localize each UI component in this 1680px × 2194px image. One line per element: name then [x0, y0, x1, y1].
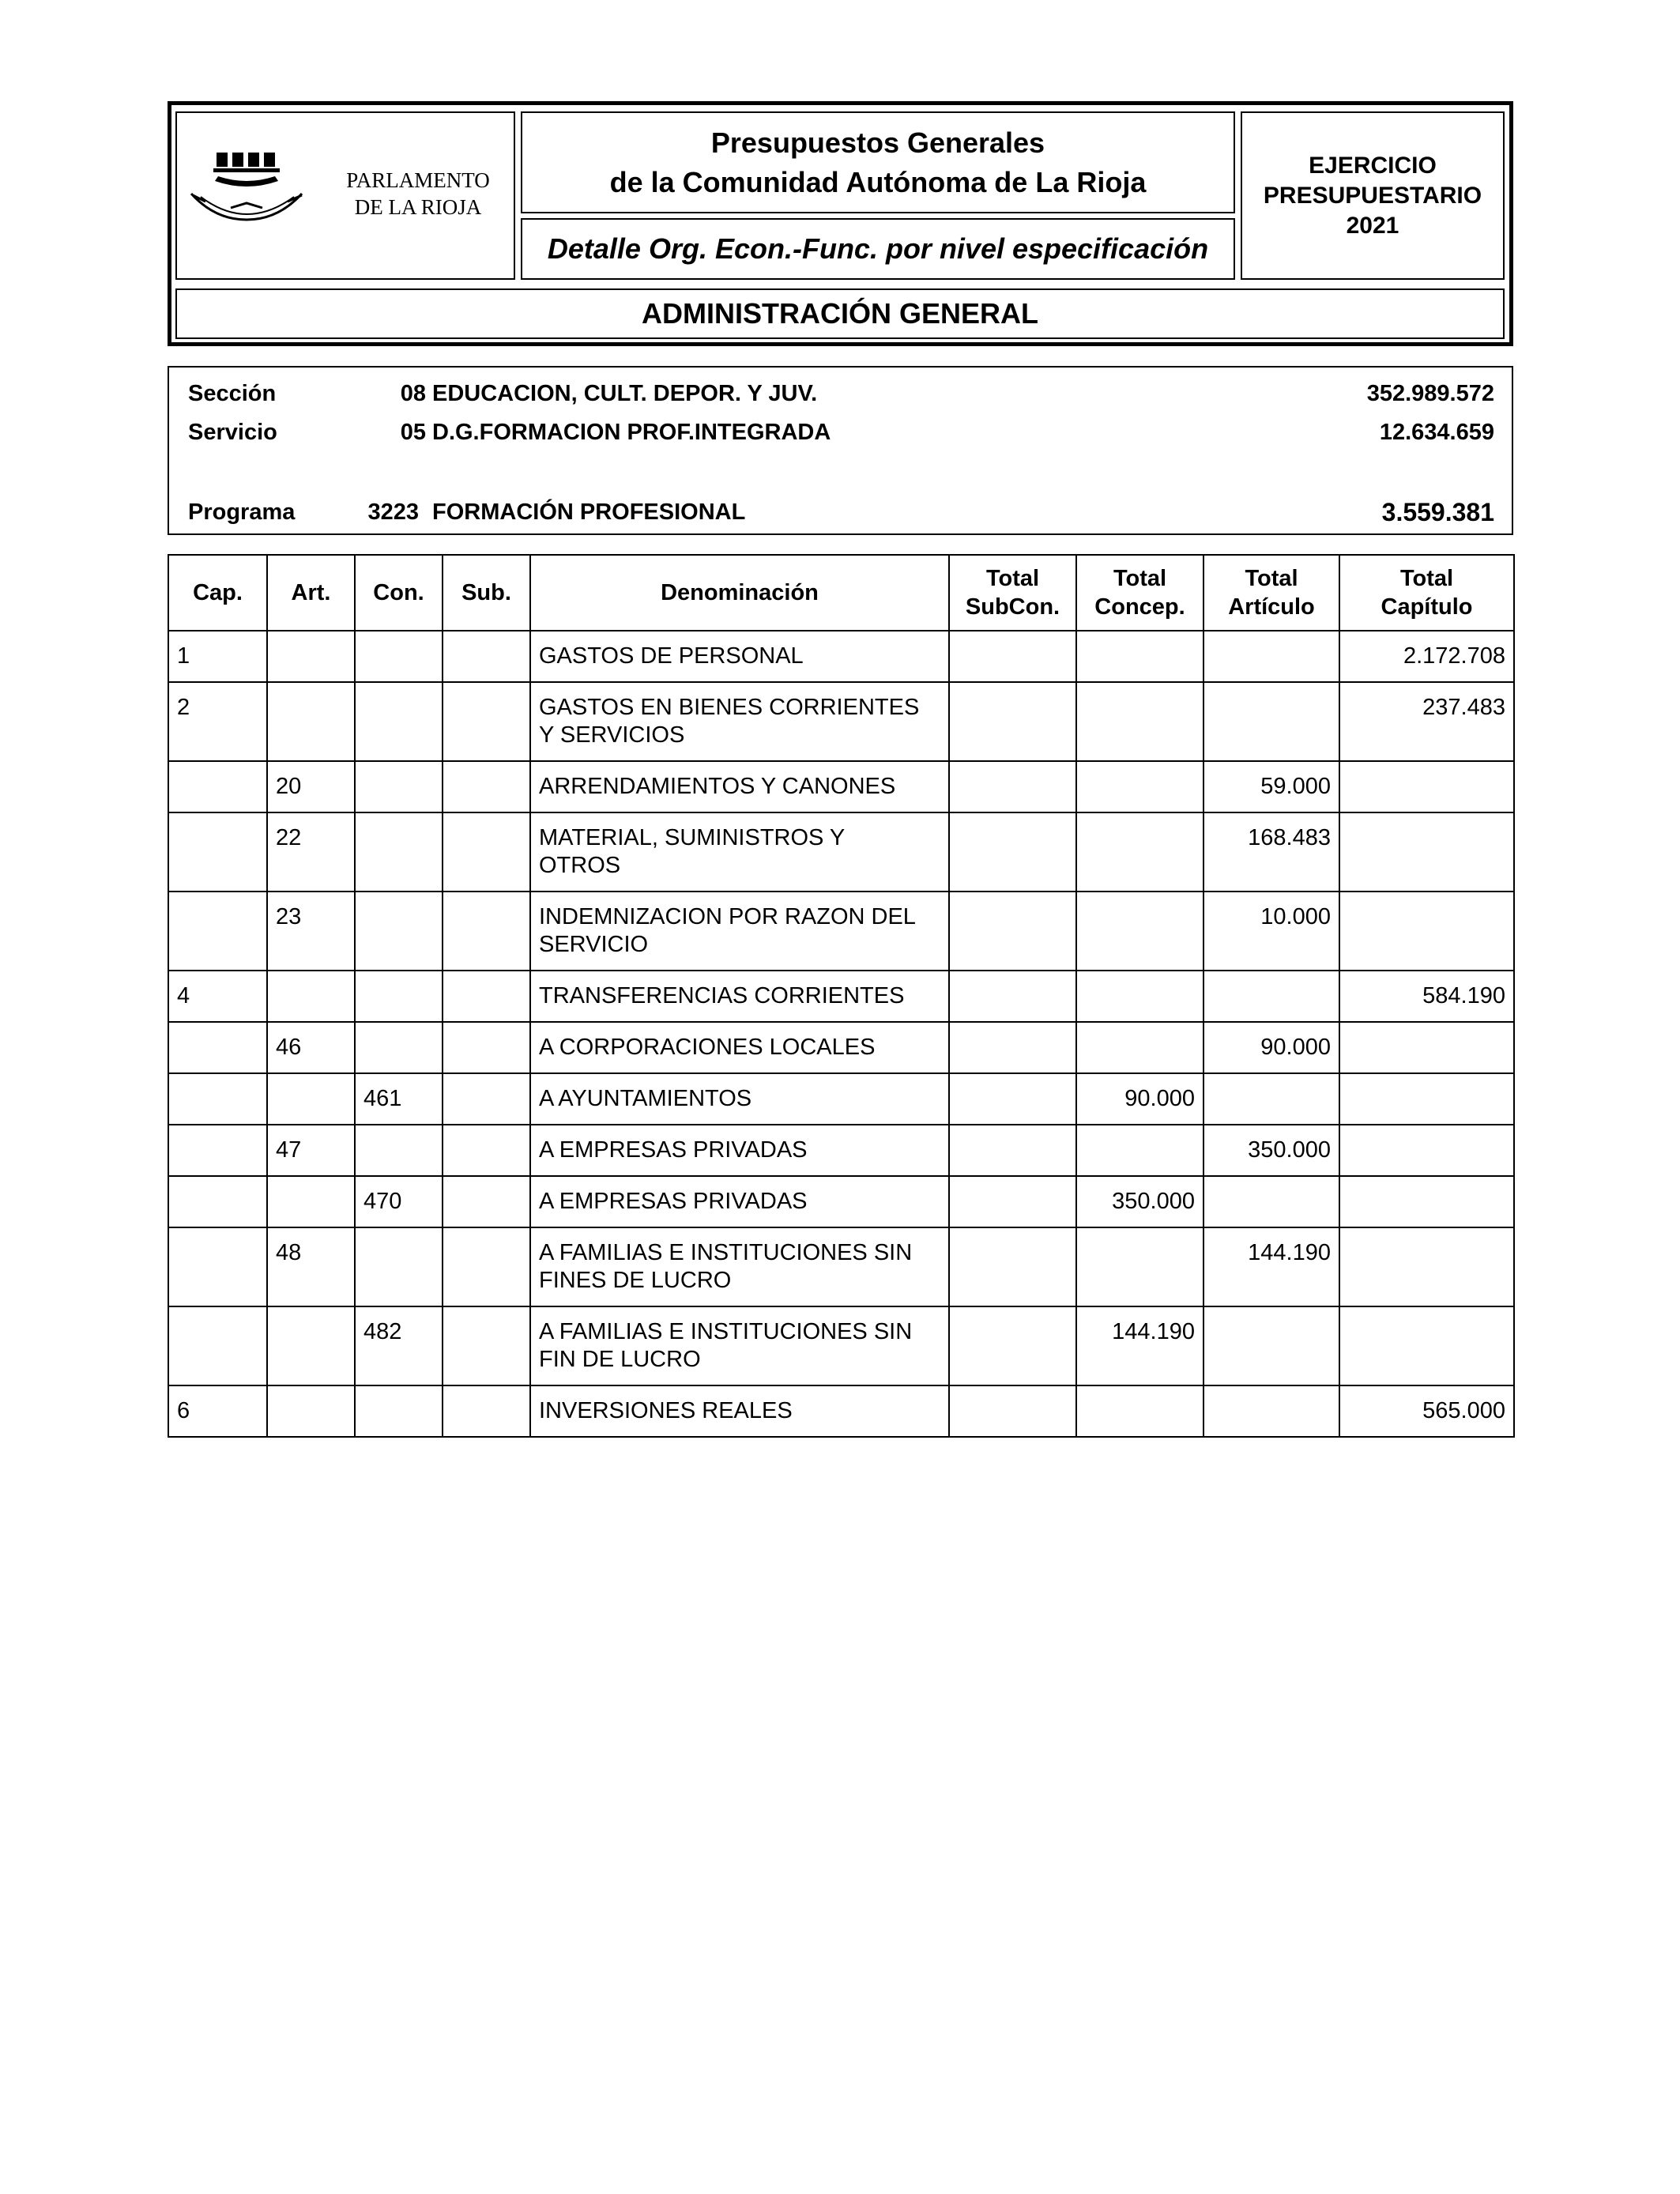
cell-art: [267, 1073, 355, 1125]
cell-subcon: [949, 1073, 1076, 1125]
cell-capitulo: [1339, 812, 1514, 892]
cell-den: [530, 1176, 949, 1227]
col-header-cap: Cap.: [168, 555, 267, 631]
denominacion-line: INVERSIONES REALES: [539, 1398, 793, 1423]
table-row: [168, 1176, 1514, 1227]
cell-capitulo: [1339, 1073, 1514, 1125]
cell-den: [530, 812, 949, 892]
cell-con: 470: [355, 1176, 443, 1227]
col-header-con: Con.: [355, 555, 443, 631]
cell-den: [530, 1022, 949, 1073]
col-header-total-capitulo: [1339, 555, 1514, 631]
seccion-code: 08: [400, 381, 426, 406]
cell-capitulo: 565.000: [1339, 1385, 1514, 1437]
cell-cap: [168, 812, 267, 892]
programa-label: Programa: [188, 499, 296, 525]
cell-sub: [443, 1125, 530, 1176]
cell-subcon: [949, 761, 1076, 812]
table-row: [168, 1022, 1514, 1073]
cell-articulo: [1203, 1306, 1339, 1385]
denominacion-line: A FAMILIAS E INSTITUCIONES SIN: [539, 1319, 913, 1344]
denominacion-line: FINES DE LUCRO: [539, 1268, 732, 1293]
cell-art: 22: [267, 812, 355, 892]
logo-line-1: PARLAMENTO: [346, 168, 490, 192]
cell-con: [355, 812, 443, 892]
cell-concep: 350.000: [1076, 1176, 1203, 1227]
cell-sub: [443, 971, 530, 1022]
ejercicio-line-2: PRESUPUESTARIO: [1263, 182, 1482, 209]
cell-concep: [1076, 761, 1203, 812]
programa-code: 3223: [367, 499, 419, 525]
denominacion-line: A AYUNTAMIENTOS: [539, 1086, 752, 1111]
cell-art: [267, 1385, 355, 1437]
servicio-amount: 12.634.659: [1379, 420, 1494, 445]
programa-row: [169, 496, 1512, 528]
cell-articulo: [1203, 971, 1339, 1022]
denominacion-line: GASTOS DE PERSONAL: [539, 643, 804, 669]
cell-art: 46: [267, 1022, 355, 1073]
col-header-total-articulo-line2: Artículo: [1228, 594, 1315, 620]
cell-art: [267, 1176, 355, 1227]
cell-concep: [1076, 631, 1203, 682]
cell-sub: [443, 1227, 530, 1306]
cell-den: [530, 1227, 949, 1306]
cell-con: [355, 892, 443, 971]
programa-name: FORMACIÓN PROFESIONAL: [432, 499, 746, 525]
cell-capitulo: [1339, 1306, 1514, 1385]
denominacion-line: FIN DE LUCRO: [539, 1347, 701, 1372]
cell-capitulo: 237.483: [1339, 682, 1514, 761]
cell-cap: [168, 892, 267, 971]
document-subtitle: [521, 218, 1235, 280]
table-row: [168, 1385, 1514, 1437]
col-header-total-concep-line2: Concep.: [1094, 594, 1185, 620]
cell-subcon: [949, 1022, 1076, 1073]
section-title: [175, 288, 1505, 339]
section-title-text: ADMINISTRACIÓN GENERAL: [642, 297, 1038, 330]
cell-subcon: [949, 892, 1076, 971]
table-row: [168, 812, 1514, 892]
cell-cap: 1: [168, 631, 267, 682]
cell-articulo: 59.000: [1203, 761, 1339, 812]
denominacion-line: INDEMNIZACION POR RAZON DEL: [539, 904, 916, 929]
cell-concep: [1076, 892, 1203, 971]
col-header-denominacion: Denominación: [530, 555, 949, 631]
cell-subcon: [949, 971, 1076, 1022]
title-line-2: de la Comunidad Autónoma de La Rioja: [609, 165, 1147, 198]
cell-articulo: 90.000: [1203, 1022, 1339, 1073]
cell-art: [267, 1306, 355, 1385]
cell-sub: [443, 1306, 530, 1385]
cell-con: [355, 971, 443, 1022]
denominacion-line: Y SERVICIOS: [539, 722, 685, 748]
table-row: [168, 1125, 1514, 1176]
title-line-1: Presupuestos Generales: [710, 126, 1045, 159]
cell-den: [530, 892, 949, 971]
col-header-total-concep-line1: Total: [1113, 566, 1167, 591]
cell-articulo: [1203, 631, 1339, 682]
cell-art: 47: [267, 1125, 355, 1176]
denominacion-line: A EMPRESAS PRIVADAS: [539, 1137, 808, 1163]
cell-cap: [168, 1022, 267, 1073]
cell-con: 461: [355, 1073, 443, 1125]
servicio-code: 05: [400, 420, 426, 445]
cell-den: [530, 971, 949, 1022]
table-row: [168, 682, 1514, 761]
cell-concep: [1076, 1022, 1203, 1073]
cell-articulo: [1203, 682, 1339, 761]
cell-articulo: [1203, 1176, 1339, 1227]
cell-art: [267, 631, 355, 682]
cell-articulo: 168.483: [1203, 812, 1339, 892]
cell-articulo: [1203, 1073, 1339, 1125]
programa-amount: 3.559.381: [1381, 498, 1494, 526]
denominacion-line: A FAMILIAS E INSTITUCIONES SIN: [539, 1240, 913, 1265]
logo-line-2: DE LA RIOJA: [354, 195, 482, 219]
cell-subcon: [949, 631, 1076, 682]
cell-subcon: [949, 682, 1076, 761]
cell-concep: [1076, 1227, 1203, 1306]
col-header-total-subcon-line1: Total: [985, 566, 1040, 591]
table-row: [168, 892, 1514, 971]
document-title: [521, 111, 1235, 213]
cell-cap: [168, 1227, 267, 1306]
cell-cap: 2: [168, 682, 267, 761]
cell-subcon: [949, 1306, 1076, 1385]
ejercicio-year: 2021: [1346, 212, 1399, 239]
cell-capitulo: [1339, 1227, 1514, 1306]
cell-articulo: [1203, 1385, 1339, 1437]
servicio-label: Servicio: [188, 420, 277, 445]
col-header-total-subcon: [949, 555, 1076, 631]
cell-cap: [168, 1176, 267, 1227]
cell-cap: [168, 1306, 267, 1385]
cell-concep: 90.000: [1076, 1073, 1203, 1125]
denominacion-line: A CORPORACIONES LOCALES: [539, 1035, 876, 1060]
table-row: [168, 1073, 1514, 1125]
table-row: [168, 971, 1514, 1022]
denominacion-line: OTROS: [539, 853, 621, 878]
denominacion-line: ARRENDAMIENTOS Y CANONES: [539, 774, 896, 799]
denominacion-line: SERVICIO: [539, 932, 649, 957]
table-row: [168, 761, 1514, 812]
cell-sub: [443, 761, 530, 812]
cell-sub: [443, 682, 530, 761]
cell-sub: [443, 1385, 530, 1437]
cell-sub: [443, 1176, 530, 1227]
cell-capitulo: [1339, 1176, 1514, 1227]
program-info: [168, 366, 1513, 535]
cell-capitulo: [1339, 1125, 1514, 1176]
parlamento-emblem-icon: [183, 145, 318, 239]
denominacion-line: A EMPRESAS PRIVADAS: [539, 1189, 808, 1214]
cell-art: 20: [267, 761, 355, 812]
col-header-art: Art.: [267, 555, 355, 631]
servicio-name: D.G.FORMACION PROF.INTEGRADA: [432, 420, 831, 445]
cell-articulo: 350.000: [1203, 1125, 1339, 1176]
cell-concep: [1076, 1385, 1203, 1437]
cell-concep: [1076, 812, 1203, 892]
cell-concep: 144.190: [1076, 1306, 1203, 1385]
table-row: [168, 631, 1514, 682]
col-header-total-subcon-line2: SubCon.: [965, 594, 1060, 620]
cell-cap: [168, 1073, 267, 1125]
cell-con: [355, 1125, 443, 1176]
cell-con: [355, 1385, 443, 1437]
seccion-label: Sección: [188, 381, 277, 406]
denominacion-line: TRANSFERENCIAS CORRIENTES: [539, 983, 905, 1008]
cell-capitulo: 584.190: [1339, 971, 1514, 1022]
seccion-amount: 352.989.572: [1366, 381, 1494, 406]
cell-concep: [1076, 682, 1203, 761]
cell-subcon: [949, 1176, 1076, 1227]
cell-sub: [443, 1022, 530, 1073]
cell-subcon: [949, 1227, 1076, 1306]
denominacion-line: GASTOS EN BIENES CORRIENTES: [539, 695, 920, 720]
cell-art: 48: [267, 1227, 355, 1306]
cell-subcon: [949, 1385, 1076, 1437]
cell-cap: [168, 761, 267, 812]
logo-text: [327, 167, 509, 221]
seccion-row: [169, 378, 1512, 409]
budget-table-body: [168, 631, 1514, 1437]
cell-capitulo: [1339, 761, 1514, 812]
table-row: [168, 1227, 1514, 1306]
cell-sub: [443, 1073, 530, 1125]
cell-den: [530, 1125, 949, 1176]
cell-sub: [443, 631, 530, 682]
cell-art: 23: [267, 892, 355, 971]
fiscal-year-panel: [1241, 111, 1505, 280]
cell-con: [355, 1022, 443, 1073]
cell-sub: [443, 892, 530, 971]
cell-con: [355, 631, 443, 682]
cell-concep: [1076, 1125, 1203, 1176]
col-header-total-capitulo-line1: Total: [1399, 566, 1454, 591]
col-header-total-articulo: [1203, 555, 1339, 631]
cell-articulo: 144.190: [1203, 1227, 1339, 1306]
subtitle-text: Detalle Org. Econ.-Func. por nivel especificación: [547, 232, 1209, 265]
cell-concep: [1076, 971, 1203, 1022]
ejercicio-line-1: EJERCICIO: [1309, 152, 1437, 179]
cell-art: [267, 971, 355, 1022]
cell-den: [530, 1073, 949, 1125]
table-row: [168, 1306, 1514, 1385]
logo-panel: [175, 111, 515, 280]
cell-con: 482: [355, 1306, 443, 1385]
budget-table: [168, 554, 1515, 1438]
servicio-row: [169, 417, 1512, 448]
seccion-name: EDUCACION, CULT. DEPOR. Y JUV.: [432, 381, 818, 406]
cell-sub: [443, 812, 530, 892]
cell-den: [530, 1385, 949, 1437]
cell-den: [530, 761, 949, 812]
cell-subcon: [949, 1125, 1076, 1176]
table-header-row: [168, 555, 1514, 631]
cell-den: [530, 682, 949, 761]
cell-con: [355, 1227, 443, 1306]
cell-capitulo: 2.172.708: [1339, 631, 1514, 682]
cell-cap: 4: [168, 971, 267, 1022]
col-header-sub: Sub.: [443, 555, 530, 631]
cell-den: [530, 631, 949, 682]
cell-den: [530, 1306, 949, 1385]
denominacion-line: MATERIAL, SUMINISTROS Y: [539, 825, 846, 850]
col-header-total-articulo-line1: Total: [1245, 566, 1298, 591]
cell-cap: 6: [168, 1385, 267, 1437]
cell-capitulo: [1339, 1022, 1514, 1073]
cell-art: [267, 682, 355, 761]
cell-con: [355, 761, 443, 812]
cell-subcon: [949, 812, 1076, 892]
cell-articulo: 10.000: [1203, 892, 1339, 971]
cell-cap: [168, 1125, 267, 1176]
col-header-total-capitulo-line2: Capítulo: [1381, 594, 1473, 620]
col-header-total-concep: [1076, 555, 1203, 631]
cell-capitulo: [1339, 892, 1514, 971]
cell-con: [355, 682, 443, 761]
